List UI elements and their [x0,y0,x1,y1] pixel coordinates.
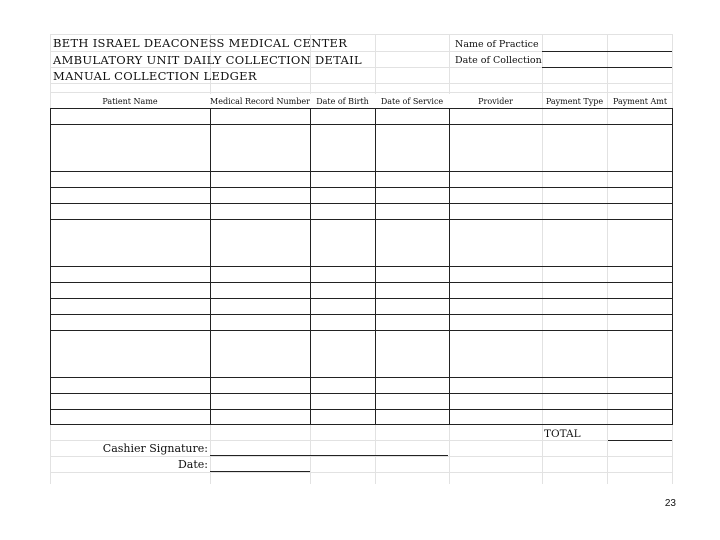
grid-col-line [449,424,450,484]
grid-col-line [310,424,311,484]
col-header-payment-amt: Payment Amt [612,97,668,106]
practice-name-label: Name of Practice [455,39,539,50]
table-row-line [50,330,673,331]
table-row-line [50,282,673,283]
col-header-provider: Provider [478,97,513,106]
table-row-line [50,298,673,299]
form-subtitle-2: MANUAL COLLECTION LEDGER [53,69,257,83]
collection-ledger-form [50,34,673,484]
page-number: 23 [664,498,676,509]
grid-row-line [50,34,673,35]
table-row-line [50,203,673,204]
collection-date-field[interactable] [542,67,672,68]
table-row-line [50,187,673,188]
form-subtitle: AMBULATORY UNIT DAILY COLLECTION DETAIL [53,53,362,67]
grid-row-line [50,472,673,473]
grid-col-line [210,424,211,484]
form-title: BETH ISRAEL DEACONESS MEDICAL CENTER [53,36,348,50]
col-header-dos: Date of Service [380,97,444,106]
table-row-line [50,409,673,410]
sign-date-field[interactable] [210,471,310,472]
table-row-line [50,393,673,394]
table-row-line [50,171,673,172]
cashier-signature-field[interactable] [210,455,448,456]
grid-row-line [50,456,673,457]
cashier-signature-label: Cashier Signature: [102,442,208,455]
grid-col-line [449,34,450,94]
grid-col-line [375,34,376,94]
total-amount-field[interactable] [608,440,672,441]
table-row-line [50,266,673,267]
collection-date-label: Date of Collection [455,55,542,66]
col-header-dob: Date of Birth [316,97,369,106]
grid-row-line [50,83,673,84]
grid-col-line [375,424,376,484]
grid-row-line [50,92,673,93]
col-header-payment-type: Payment Type [545,97,604,106]
table-row-line [50,377,673,378]
table-row-line [50,219,673,220]
table-row-line [50,314,673,315]
col-header-mrn: Medical Record Number [210,97,310,106]
practice-name-field[interactable] [542,51,672,52]
table-row-line [50,424,673,425]
table-row-line [50,124,673,125]
total-label: TOTAL [544,428,581,440]
grid-row-line [50,440,673,441]
col-header-patient-name: Patient Name [102,97,158,106]
sign-date-label: Date: [177,458,208,471]
